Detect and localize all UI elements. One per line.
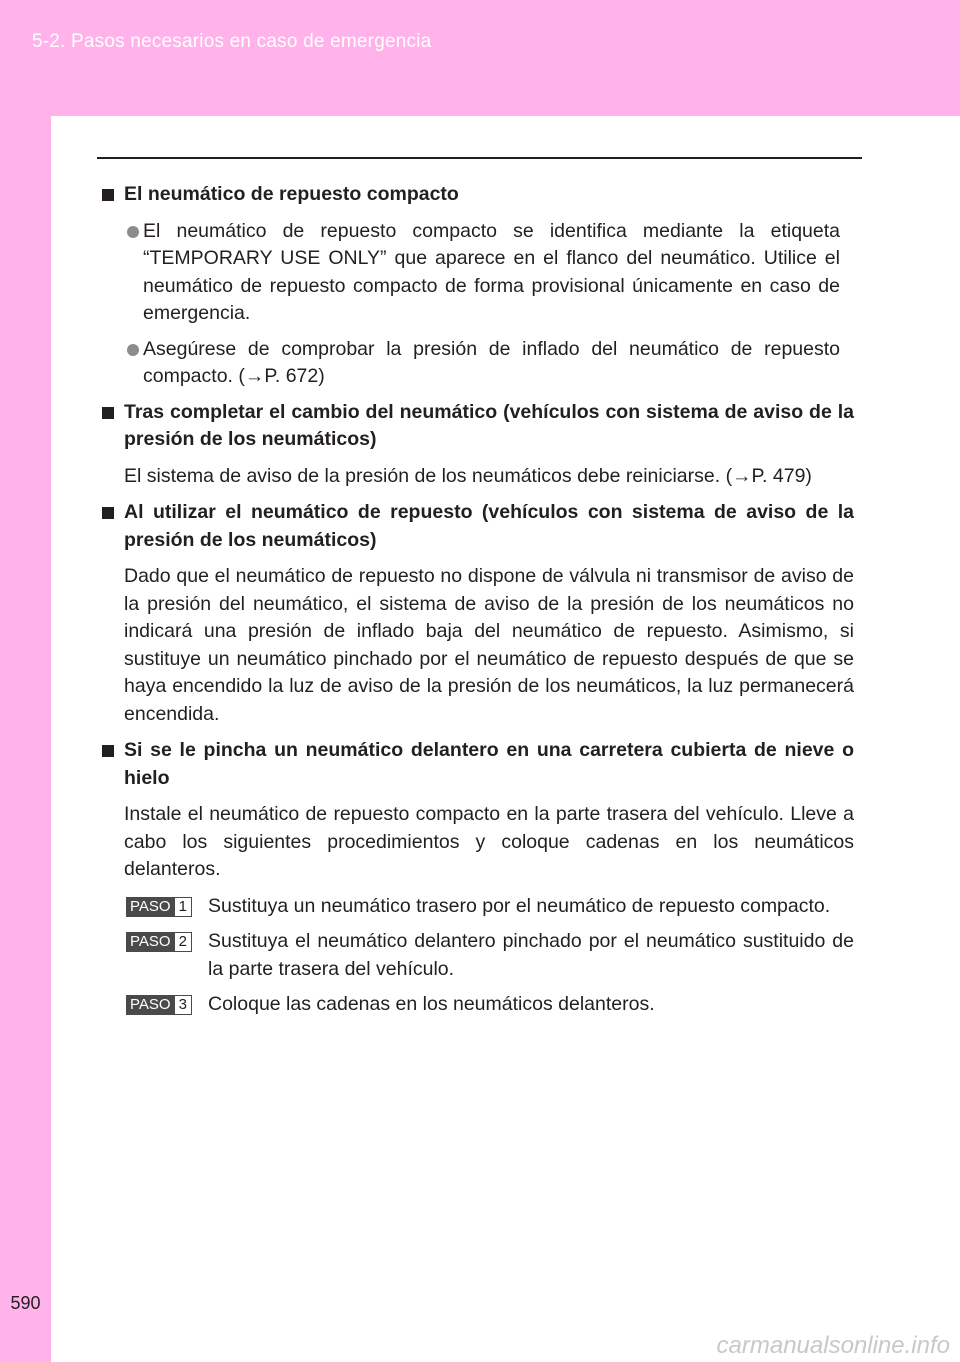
square-bullet-icon [102,507,114,519]
round-bullet-icon [127,344,139,356]
section-paragraph: El sistema de aviso de la presión de los neumáticos debe reiniciarse. (→P. 479) [124,464,812,487]
square-bullet-icon [102,407,114,419]
header-band [0,0,960,116]
round-bullet-icon [127,226,139,238]
section-heading: Si se le pincha un neumático delantero en una carretera cubierta de nieve o hielo [100,737,854,792]
section-heading: Al utilizar el neumático de repuesto (vehículos con sistema de aviso de la presión de los neumáticos) [100,499,854,554]
step-item: PASO 3 Coloque las cadenas en los neumáticos delanteros. [100,991,854,1019]
divider-rule [97,157,862,159]
section-heading: El neumático de repuesto compacto [100,181,854,209]
list-item: El neumático de repuesto compacto se identifica mediante la etiqueta “TEMPORARY USE ONLY” que aparece en el flanco del neumático. Utilice el neumático de repuesto compacto de forma provisional únicamente en caso de emergencia. [100,218,854,328]
section-paragraph: Instale el neumático de repuesto compacto en la parte trasera del vehículo. Lleve a cabo los siguientes procedimientos y coloque cadenas en los neumáticos delanteros. [124,803,854,880]
step-item: PASO 2 Sustituya el neumático delantero pinchado por el neumático sustituido de la parte trasera del vehículo. [100,928,854,983]
square-bullet-icon [102,189,114,201]
page-content [100,181,854,1027]
section-heading: Tras completar el cambio del neumático (vehículos con sistema de aviso de la presión de los neumáticos) [100,399,854,454]
side-strip [0,116,51,1362]
section-title: 5-2. Pasos necesarios en caso de emergencia [32,31,432,52]
watermark: carmanualsonline.info [716,1332,950,1359]
page-number: 590 [10,1293,41,1313]
step-badge: PASO 1 [126,897,192,917]
section-paragraph: Dado que el neumático de repuesto no dispone de válvula ni transmisor de aviso de la presión del neumático, el sistema de aviso de la presión de los neumáticos no indicará una presión de inflado baja del neumático de repuesto. Asimismo, si sustituye un neumático pinchado por el neumático de repuesto después de que se haya encendido la luz de aviso de la presión de los neumáticos, la luz permanecerá encendida. [124,565,854,725]
step-item: PASO 1 Sustituya un neumático trasero por el neumático de repuesto compacto. [100,893,854,921]
square-bullet-icon [102,745,114,757]
list-item: Asegúrese de comprobar la presión de inflado del neumático de repuesto compacto. (→P. 672) [100,336,854,391]
step-badge: PASO 2 [126,932,192,952]
step-badge: PASO 3 [126,995,192,1015]
